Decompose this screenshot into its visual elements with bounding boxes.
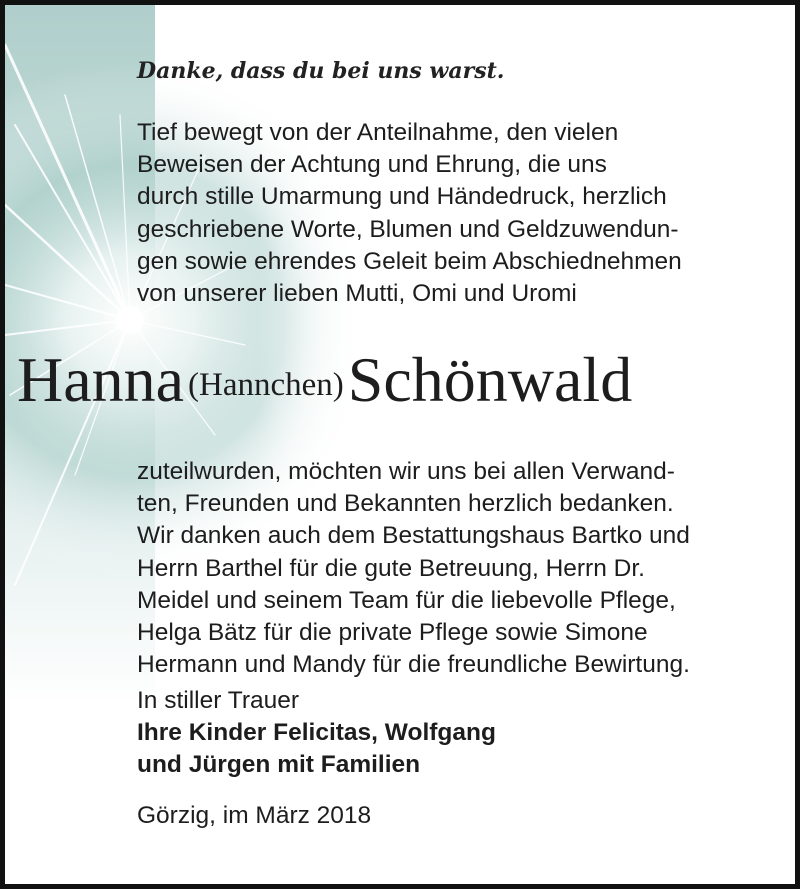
intro-line: von unserer lieben Mutti, Omi und Uromi [137, 280, 577, 308]
nickname: (Hannchen) [188, 367, 344, 403]
thanks-line: zuteilwurden, möchten wir uns bei allen Verwand- [137, 458, 675, 485]
intro-line: gen sowie ehrendes Geleit beim Abschiednehmen [137, 247, 682, 275]
intro-line: Beweisen der Achtung und Ehrung, die uns [137, 151, 607, 179]
thanks-line: Herrn Barthel für die gute Betreuung, Herrn Dr. [137, 554, 645, 582]
family-line: und Jürgen mit Familien [137, 751, 421, 779]
thanks-line: ten, Freunden und Bekannten herzlich bedanken. [137, 490, 674, 518]
thanks-line: Wir danken auch dem Bestattungshaus Bartko und [137, 522, 690, 550]
thanks-line: Hermann und Mandy für die freundliche Bewirtung. [137, 651, 690, 679]
intro-paragraph [137, 117, 777, 310]
thanks-line: Helga Bätz für die private Pflege sowie Simone [137, 619, 648, 647]
thanks-paragraph [137, 456, 777, 681]
place-date-text: Görzig, im März 2018 [137, 802, 372, 829]
notice-heading: Danke, dass du bei uns warst. [137, 58, 505, 84]
intro-line: Tief bewegt von der Anteilnahme, den vielen [137, 119, 619, 146]
deceased-name [17, 343, 632, 417]
closing-signature [137, 685, 777, 782]
intro-line: durch stille Umarmung und Händedruck, herzlich [137, 183, 667, 211]
thanks-line: Meidel und seinem Team für die liebevolle Pflege, [137, 586, 676, 614]
last-name: Schönwald [347, 344, 633, 415]
first-name: Hanna [17, 344, 185, 415]
notice-content [5, 5, 795, 884]
intro-line: geschriebene Worte, Blumen und Geldzuwendun- [137, 215, 679, 243]
closing-intro: In stiller Trauer [137, 687, 300, 714]
family-line: Ihre Kinder Felicitas, Wolfgang [137, 719, 496, 747]
place-and-date [137, 800, 777, 832]
